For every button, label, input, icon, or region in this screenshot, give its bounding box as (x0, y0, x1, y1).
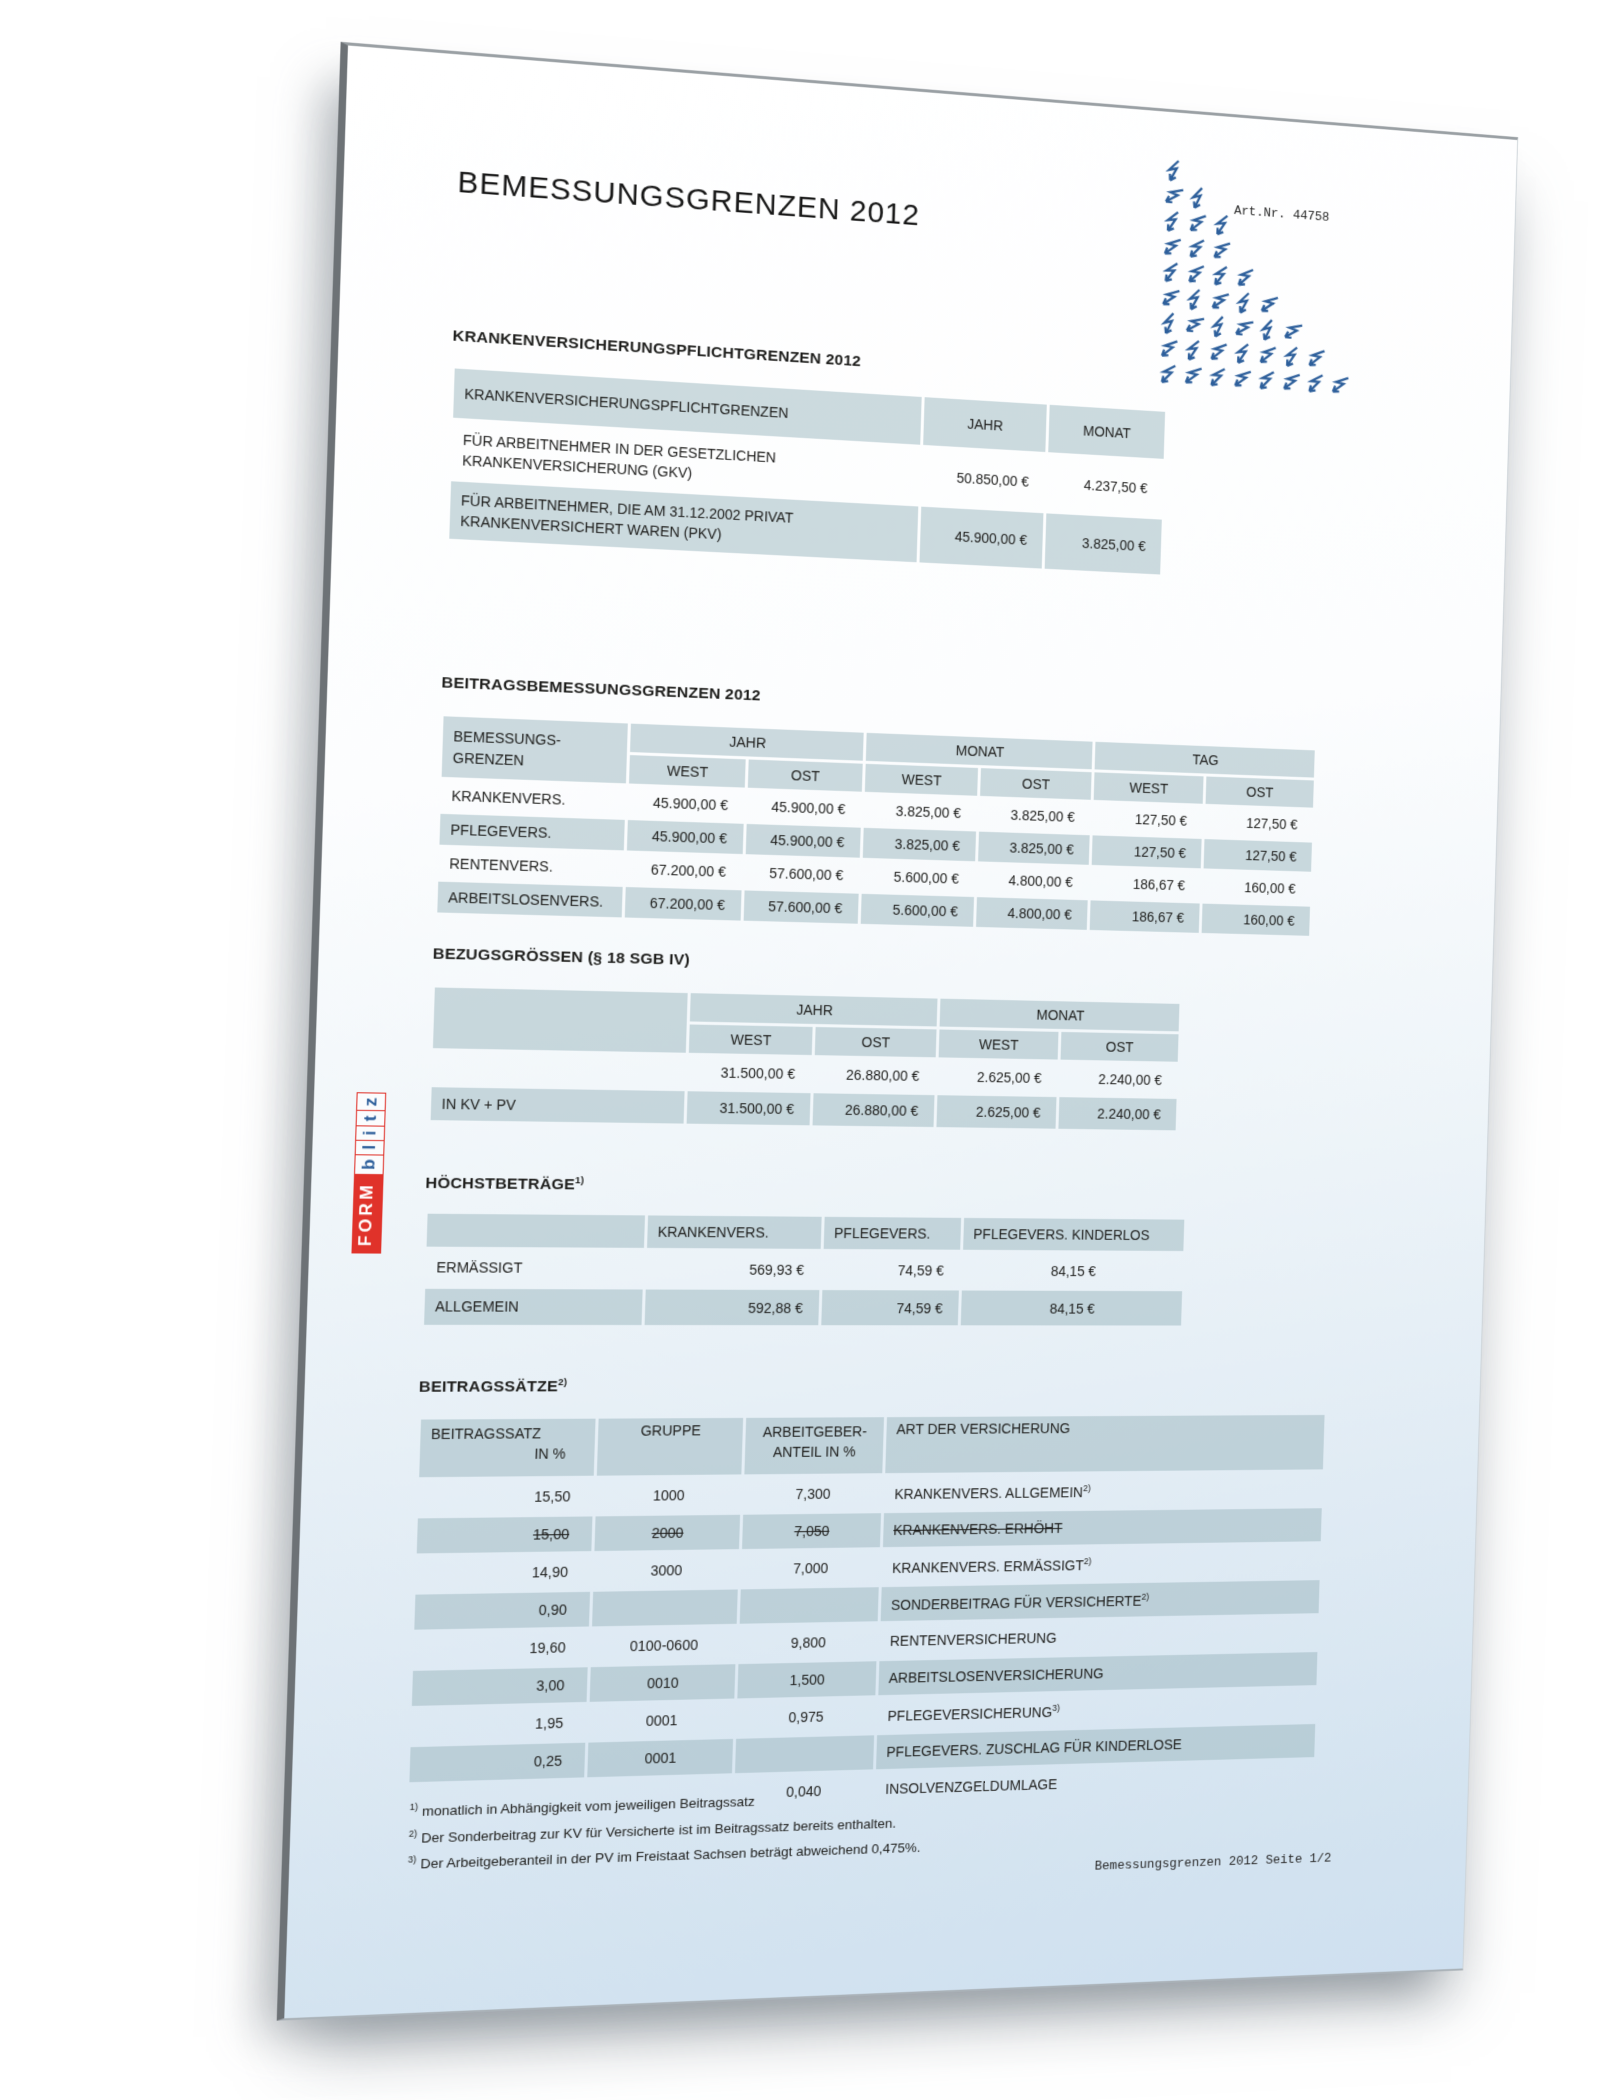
row-label: ALLGEMEIN (424, 1289, 643, 1325)
value-arbeitgeberanteil: 7,000 (792, 1559, 829, 1577)
art-footnote-marker: 2) (1083, 1555, 1092, 1566)
value-cell: 3.825,00 € (863, 828, 976, 861)
footnotes (407, 1787, 922, 1881)
art-label: PFLEGEVERSICHERUNG (887, 1703, 1053, 1724)
footnote-text: monatlich in Abhängigkeit vom jeweiligen Beitragssatz (421, 1793, 755, 1819)
group-header-monat: MONAT (940, 999, 1180, 1032)
footnote-marker: 2) (408, 1827, 418, 1839)
value-cell: 2.625,00 € (976, 1069, 1042, 1086)
group-header-tag: TAG (1095, 742, 1315, 778)
header-line: BEMESSUNGS- (453, 728, 562, 749)
value-art-der-versicherung (884, 1472, 1323, 1510)
value-cell: 67.200,00 € (625, 887, 742, 921)
subheader-ost: OST (1206, 776, 1314, 807)
value-krankenvers: 569,93 € (749, 1261, 805, 1278)
value-cell: 45.900,00 € (652, 794, 729, 814)
header-line: GRENZEN (452, 749, 525, 769)
table-group-header-row (434, 987, 1180, 1031)
footnote-marker: 3) (407, 1854, 417, 1865)
subheader-west: WEST (1094, 772, 1204, 803)
footnote-text: Der Arbeitgeberanteil in der PV im Freistaat Sachsen beträgt abweichend 0,475%. (420, 1839, 921, 1871)
value-cell: 45.900,00 € (627, 820, 744, 854)
table-row (424, 1289, 1182, 1326)
value-art-der-versicherung (882, 1544, 1321, 1584)
value-beitragssatz: 0,90 (414, 1592, 590, 1630)
column-header: KRANKENVERS. (647, 1215, 822, 1248)
section-heading-bemessungsgrenzen: BEITRAGSBEMESSUNGSGRENZEN 2012 (441, 674, 761, 705)
value-cell: 45.900,00 € (746, 824, 861, 858)
lightning-bolt-icon (1208, 237, 1237, 268)
blitz-letter: l (356, 1141, 384, 1156)
table-header-row (419, 1415, 1324, 1477)
hoechstbetraege-table (421, 1211, 1187, 1329)
subheader-west: WEST (939, 1030, 1059, 1060)
art-label: KRANKENVERS. ERMÄSSIGT (891, 1556, 1084, 1576)
value-arbeitgeberanteil (735, 1735, 874, 1773)
column-header-art: ART DER VERSICHERUNG (885, 1415, 1324, 1473)
value-arbeitgeberanteil: 9,800 (790, 1634, 827, 1651)
article-number: Art.Nr. 44758 (1233, 203, 1330, 225)
value-beitragssatz: 0,25 (409, 1743, 585, 1783)
table-header-row (427, 1214, 1185, 1251)
value-gruppe (592, 1589, 738, 1626)
art-label: SONDERBEITRAG FÜR VERSICHERTE (890, 1592, 1142, 1613)
formblitz-logo (351, 1092, 386, 1253)
subheader-ost: OST (815, 1027, 937, 1057)
row-label: FÜR ARBEITNEHMER, DIE AM 31.12.2002 PRIVAT KRANKENVERSICHERT WAREN (PKV) (449, 481, 918, 562)
section-heading-bezugsgroessen: BEZUGSGRÖSSEN (§ 18 SGB IV) (432, 945, 691, 969)
value-cell: 4.800,00 € (1008, 872, 1074, 890)
page-title: BEMESSUNGSGRENZEN 2012 (457, 165, 921, 233)
row-label: KRANKENVERS. (451, 787, 566, 808)
value-cell: 67.200,00 € (650, 861, 727, 880)
row-label: ARBEITSLOSENVERS. (437, 882, 622, 918)
column-header: KRANKENVERSICHERUNGSPFLICHTGRENZEN (453, 368, 922, 444)
value-beitragssatz: 19,60 (529, 1639, 566, 1657)
value-cell: 127,50 € (1134, 811, 1188, 829)
subheader-west: WEST (689, 1024, 813, 1055)
section-heading-beitragssaetze (419, 1377, 568, 1397)
blitz-letter: i (356, 1126, 384, 1141)
art-footnote-marker: 3) (1052, 1702, 1061, 1713)
lightning-bolt-icon (1326, 371, 1355, 402)
footnote-text: Der Sonderbeitrag zur KV für Versicherte ist im Beitragssatz bereits enthalten. (421, 1814, 897, 1845)
value-cell: 186,67 € (1132, 876, 1186, 894)
subheader-west: WEST (629, 755, 746, 788)
heading-footnote-marker: 2) (557, 1376, 568, 1389)
art-footnote-marker: 2) (1082, 1482, 1091, 1493)
lightning-bolt-icon (1183, 261, 1211, 290)
column-header-arbeitgeberanteil (744, 1417, 884, 1474)
lightning-bolt-icon (1277, 368, 1306, 399)
column-header: PFLEGEVERS. KINDERLOS (963, 1218, 1184, 1251)
art-label: PFLEGEVERS. ZUSCHLAG FÜR KINDERLOSE (886, 1736, 1183, 1760)
column-header: MONAT (1048, 405, 1165, 459)
value-jahr: 45.900,00 € (920, 507, 1044, 569)
header-line: ARBEITGEBER- (762, 1423, 868, 1440)
value-gruppe: 0010 (590, 1664, 736, 1702)
group-header-monat: MONAT (866, 733, 1093, 769)
subheader-ost: OST (1061, 1032, 1179, 1062)
value-gruppe: 0001 (587, 1739, 733, 1777)
value-cell: 26.880,00 € (813, 1093, 935, 1127)
value-beitragssatz: 15,00 (417, 1516, 593, 1553)
pflichtgrenzen-table-wrap (446, 365, 1168, 577)
value-pflegevers-kinderlos: 84,15 € (961, 1291, 1182, 1326)
bemessungsgrenzen-table-wrap (434, 713, 1318, 939)
formblitz-triangle-logo (1156, 159, 1359, 401)
art-label: RENTENVERSICHERUNG (889, 1629, 1057, 1649)
row-label: RENTENVERS. (449, 855, 554, 875)
value-pflegevers: 74,59 € (821, 1290, 959, 1325)
art-label: ARBEITSLOSENVERSICHERUNG (888, 1665, 1104, 1686)
blitz-letter: z (357, 1093, 385, 1111)
pflichtgrenzen-table (446, 365, 1168, 577)
lightning-bolt-icon (1158, 233, 1188, 264)
value-cell: 127,50 € (1092, 835, 1202, 868)
value-cell: 2.625,00 € (936, 1095, 1056, 1128)
row-label (432, 1051, 686, 1088)
section-heading-pflichtgrenzen: KRANKENVERSICHERUNGSPFLICHTGRENZEN 2012 (452, 327, 862, 371)
art-label: KRANKENVERS. ERHÖHT (893, 1520, 1063, 1539)
group-header-jahr: JAHR (630, 724, 864, 761)
value-cell: 3.825,00 € (895, 802, 962, 822)
value-cell: 5.600,00 € (861, 894, 974, 927)
bemessungsgrenzen-table (434, 713, 1318, 939)
column-header-beitragssatz (419, 1419, 595, 1478)
row-label: ERMÄSSIGT (436, 1259, 523, 1277)
footnote (408, 1838, 921, 1872)
value-cell: 4.800,00 € (976, 897, 1088, 930)
value-cell: 3.825,00 € (1010, 806, 1076, 825)
bezugsgroessen-table-wrap (427, 984, 1182, 1133)
value-cell: 186,67 € (1090, 900, 1200, 932)
column-header (442, 716, 628, 783)
bezugsgroessen-table (427, 984, 1182, 1133)
value-cell: 160,00 € (1244, 879, 1296, 897)
subheader-west: WEST (865, 764, 978, 796)
formblitz-logo-form: FORM (351, 1175, 383, 1254)
value-gruppe: 2000 (594, 1515, 740, 1551)
value-arbeitgeberanteil (740, 1587, 879, 1624)
art-label: INSOLVENZGELDUMLAGE (885, 1776, 1058, 1797)
value-cell: 45.900,00 € (771, 798, 846, 818)
value-cell: 160,00 € (1202, 904, 1310, 936)
hoechstbetraege-table-wrap (421, 1211, 1187, 1329)
page-footer: Bemessungsgrenzen 2012 Seite 1/2 (1094, 1850, 1332, 1874)
value-cell: 31.500,00 € (687, 1091, 811, 1125)
value-gruppe: 3000 (650, 1562, 683, 1579)
value-beitragssatz: 1,95 (534, 1714, 564, 1732)
art-footnote-marker: 2) (1141, 1591, 1150, 1602)
value-gruppe: 0001 (645, 1711, 678, 1729)
column-header-empty (427, 1214, 645, 1248)
value-arbeitgeberanteil: 1,500 (737, 1661, 876, 1698)
column-header-gruppe: GRUPPE (597, 1418, 743, 1476)
value-arbeitgeberanteil: 7,050 (742, 1513, 881, 1549)
value-cell: 2.240,00 € (1058, 1097, 1176, 1130)
value-cell: 57.600,00 € (769, 864, 844, 884)
document-page (277, 42, 1518, 2021)
formblitz-logo-blitz (354, 1092, 386, 1175)
value-cell: 2.240,00 € (1098, 1071, 1163, 1088)
value-pflegevers-kinderlos: 84,15 € (1050, 1262, 1097, 1279)
header-line: ANTEIL IN % (772, 1443, 856, 1461)
column-header: PFLEGEVERS. (824, 1217, 961, 1250)
value-monat: 3.825,00 € (1045, 513, 1162, 574)
value-jahr: 50.850,00 € (956, 469, 1030, 490)
value-cell: 3.825,00 € (978, 832, 1090, 865)
lightning-bolt-icon (1232, 264, 1260, 293)
value-beitragssatz: 14,90 (531, 1563, 569, 1581)
value-arbeitgeberanteil: 0,975 (788, 1708, 824, 1726)
value-monat: 4.237,50 € (1083, 476, 1148, 497)
blitz-letter: t (357, 1111, 385, 1127)
beitragssaetze-table (405, 1412, 1328, 1824)
value-arbeitgeberanteil: 7,300 (795, 1485, 831, 1503)
column-header-empty (433, 987, 688, 1052)
lightning-bolt-icon (1179, 362, 1209, 393)
row-label: IN KV + PV (431, 1087, 685, 1123)
heading-text: HÖCHSTBETRÄGE (425, 1174, 576, 1194)
subheader-ost: OST (748, 759, 863, 791)
blitz-letter: b (358, 1158, 379, 1170)
value-arbeitgeberanteil: 0,040 (785, 1782, 822, 1800)
beitragssaetze-table-wrap (405, 1412, 1328, 1824)
value-beitragssatz: 15,50 (533, 1488, 571, 1505)
column-header: JAHR (923, 397, 1047, 452)
value-art-der-versicherung (883, 1508, 1322, 1547)
heading-footnote-marker: 1) (574, 1175, 585, 1187)
value-cell: 31.500,00 € (720, 1064, 796, 1082)
value-art-der-versicherung (879, 1616, 1318, 1658)
row-label: PFLEGEVERS. (439, 814, 624, 851)
subheader-ost: OST (980, 768, 1092, 800)
value-cell: 127,50 € (1245, 815, 1298, 833)
footnote-marker: 1) (409, 1801, 419, 1813)
value-art-der-versicherung (881, 1580, 1320, 1621)
value-cell: 57.600,00 € (744, 890, 859, 923)
lightning-bolt-icon (1161, 157, 1190, 186)
value-pflegevers: 74,59 € (897, 1261, 945, 1279)
value-cell: 26.880,00 € (845, 1066, 920, 1084)
value-gruppe: 0100-0600 (629, 1636, 699, 1655)
value-gruppe: 1000 (652, 1487, 685, 1504)
heading-text: BEITRAGSSÄTZE (418, 1378, 559, 1397)
row-label: FÜR ARBEITNEHMER IN DER GESETZLICHEN KRANKENVERSICHERUNG (GKV) (461, 431, 777, 482)
section-heading-hoechstbetraege (425, 1174, 584, 1195)
group-header-jahr: JAHR (690, 993, 938, 1026)
value-cell: 5.600,00 € (893, 868, 960, 887)
lightning-bolt-icon (1228, 365, 1257, 396)
value-beitragssatz: 3,00 (412, 1667, 588, 1706)
header-line: BEITRAGSSATZ (430, 1425, 542, 1443)
header-line: IN % (534, 1445, 566, 1463)
art-label: KRANKENVERS. ALLGEMEIN (894, 1483, 1084, 1502)
value-krankenvers: 592,88 € (645, 1290, 820, 1326)
value-cell: 127,50 € (1204, 839, 1312, 872)
lightning-bolt-icon (1303, 345, 1331, 375)
table-row (425, 1250, 1183, 1289)
